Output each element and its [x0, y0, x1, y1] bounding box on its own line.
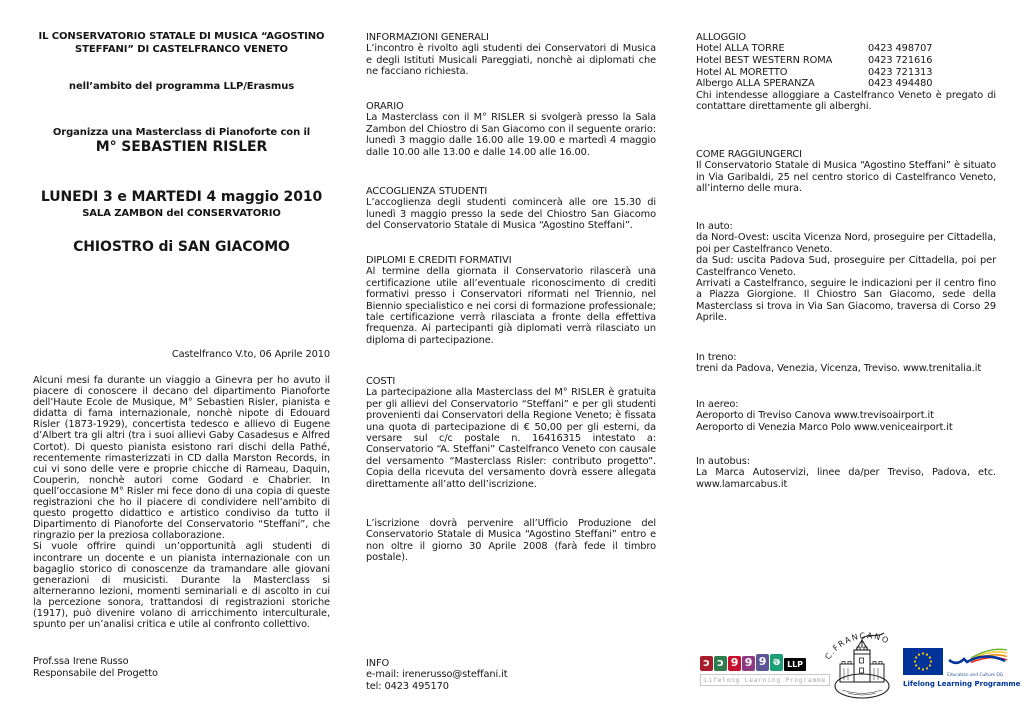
section-title: COME RAGGIUNGERCI: [696, 149, 802, 160]
hotel-row: [696, 67, 996, 79]
dates-line: LUNEDI 3 e MARTEDI 4 maggio 2010: [40, 189, 323, 205]
program-subtitle: nell’ambito del programma LLP/Erasmus: [68, 81, 295, 92]
llp-tile-icon: 9: [728, 656, 741, 671]
section-title: COSTI: [366, 376, 396, 387]
transport-aereo: [696, 399, 996, 433]
hotel-phone: 0423 494480: [868, 78, 933, 90]
section-body: La partecipazione alla Masterclass del M° RISLER è gratuita per gli allievi del Conservatorio “Steffani” e per gli studenti provenienti dai Conservatori della Regione Veneto; è fissata una quota di partecipazione di € 50,00 per gli esterni, da versare sul c/c postale n. 16416315 intestato a: Conservatorio “A. Steffani” Castelfranco Veneto con causale del versamento “Masterclass Risler: contributo progetto”. Copia della ricevuta del versamento dovrà essere allegata direttamente all’atto dell’iscrizione.: [366, 387, 656, 490]
llp-tile-icon: 9: [742, 656, 755, 671]
hotel-row: [696, 55, 996, 67]
transport-paragraph: La Marca Autoservizi, linee da/per Treviso, Padova, etc. www.lamarcabus.it: [696, 467, 996, 490]
transport-treno: [696, 352, 996, 375]
transport-paragraph: Aeroporto di Treviso Canova www.trevisoairport.it: [696, 410, 934, 422]
transport-paragraph: da Nord-Ovest: uscita Vicenza Nord, proseguire per Cittadella, poi per Castelfranco Veneto.: [696, 232, 996, 255]
intro-paragraph-1: Alcuni mesi fa durante un viaggio a Ginevra per ho avuto il piacere di conoscere il decano del dipartimento Pianoforte dell’Haute Ecole de Musique, M° Sebastien Risler, pianista e didatta di fama internazionale, nonchè nipote di Edouard Risler (1873-1929), concertista tedesco e allievo di Eugene d’Albert tra gli altri (tra i suoi allievi Gaby Casadesus e Alfred Cortot). Di questo pianista esistono rari dischi della Pathé, recentemente rimasterizzati in CD dalla Marston Records, in cui vi sono delle vere e proprie chicche di Rameau, Daquin, Couperin, nonchè autori come Godard e Chabrier. In quell’occasione M° Risler mi fece dono di una copia di queste registrazioni che ho il piacere di condividere nell’ambito di questo progetto didattico e artistico condiviso da tutto il Dipartimento di Pianoforte del Conservatorio “Steffani”, che ringrazio per la preziosa collaborazione.: [33, 375, 330, 542]
intro-paragraph-2: Si vuole offrire quindi un’opportunità agli studenti di incontrare un docente e un pianista internazionale con un bagaglio storico di conoscenze da tramandare alle giovani generazioni di musicisti. Durante la Masterclass si alterneranno lezioni, momenti seminariali e di ascolto in cui la percezione sonora, trattandosi di registrazioni storiche (1917), può divenire volano di arricchimento interculturale, spunto per un’analisi critica e utile al confronto collettivo.: [33, 541, 330, 631]
dateplace-line: Castelfranco V.to, 06 Aprile 2010: [171, 349, 330, 360]
llp-label: LLP: [784, 658, 806, 671]
transport-title: In aereo:: [696, 399, 739, 410]
transport-paragraph: Aeroporto di Venezia Marco Polo www.veniceairport.it: [696, 421, 953, 433]
section-title: ALLOGGIO: [696, 32, 746, 43]
eu-dg-text: Education and Culture DG: [947, 673, 1004, 678]
organizes-line: Organizza una Masterclass di Pianoforte con il: [52, 127, 311, 138]
info-tel: tel: 0423 495170: [366, 680, 449, 692]
info-email: e-mail: irenerusso@steffani.it: [366, 669, 508, 681]
section-diplomi: [366, 255, 656, 346]
info-title: INFO: [366, 658, 390, 669]
signature-block: [33, 656, 330, 680]
alloggio-note: Chi intendesse alloggiare a Castelfranco Veneto è pregato di contattare direttamente gli alberghi.: [696, 89, 996, 113]
section-title: DIPLOMI E CREDITI FORMATIVI: [366, 255, 512, 266]
section-body: L’incontro è rivolto agli studenti dei Conservatori di Musica e degli Istituti Musicali Pareggiati, nonchè ai diplomati che ne facciano richiesta.: [366, 43, 656, 78]
section-orario: [366, 101, 656, 158]
right-column: [696, 0, 996, 724]
hotel-name: Hotel ALLA TORRE: [696, 43, 785, 55]
signature-role: Responsabile del Progetto: [33, 668, 158, 679]
maestro-name: M° SEBASTIEN RISLER: [95, 139, 268, 155]
llp-tile-icon: ə: [770, 654, 783, 671]
section-costi: [366, 376, 656, 490]
section-title: ORARIO: [366, 101, 404, 112]
document-title-line1: IL CONSERVATORIO STATALE DI MUSICA “AGOSTINO: [38, 31, 325, 42]
transport-paragraph: da Sud: uscita Padova Sud, proseguire per Cittadella, poi per Castelfranco Veneto.: [696, 255, 996, 278]
section-title: ACCOGLIENZA STUDENTI: [366, 186, 488, 197]
section-body: Il Conservatorio Statale di Musica “Agostino Steffani” è situato in Via Garibaldi, 25 nel centro storico di Castelfranco Veneto, all’interno delle mura.: [696, 160, 996, 195]
transport-paragraph: treni da Padova, Venezia, Vicenza, Treviso. www.trenitalia.it: [696, 363, 982, 375]
section-body: La Masterclass con il M° RISLER si svolgerà presso la Sala Zambon del Chiostro di San Giacomo con il seguente orario: lunedì 3 maggio dalle 16.00 alle 19.00 e martedì 4 maggio dalle 10.00 alle 13.00 e dalle 14.00 alle 16.00.: [366, 112, 656, 158]
hotel-name: Albergo ALLA SPERANZA: [696, 78, 815, 90]
section-body: Al termine della giornata il Conservatorio rilascerà una certificazione utile all’eventuale riconoscimento di crediti formativi presso i Conservatori riformati nel Triennio, nel Biennio specialistico e nei corsi di formazione professionale; tale certificazione verrà rilasciata a fronte della effettiva frequenza. Ai partecipanti già diplomati verrà rilasciato un diploma di partecipazione.: [366, 266, 656, 346]
hotel-name: Hotel BEST WESTERN ROMA: [696, 55, 833, 66]
masterclass-heading: [33, 126, 330, 157]
section-informazioni: [366, 32, 656, 78]
section-alloggio: [696, 32, 996, 113]
signature-name: Prof.ssa Irene Russo: [33, 656, 129, 667]
llp-logo-tiles: [700, 654, 830, 671]
left-column: [33, 0, 330, 724]
document-title-line2: STEFFANI” DI CASTELFRANCO VENETO: [75, 44, 288, 55]
dates-heading: [33, 189, 330, 220]
transport-auto: [696, 221, 996, 324]
llp-caption: Lifelong Learning Programme: [700, 674, 830, 686]
llp-tile-icon: ɔ: [714, 656, 727, 671]
hotel-name: Hotel AL MORETTO: [696, 66, 788, 78]
hall-line: SALA ZAMBON del CONSERVATORIO: [82, 207, 281, 219]
eu-llp-logo: [903, 648, 1020, 688]
transport-autobus: [696, 456, 996, 490]
hotel-phone: 0423 721616: [868, 55, 933, 66]
eu-swoosh-bird-icon: [947, 648, 1009, 670]
venue-title: CHIOSTRO di SAN GIACOMO: [73, 239, 290, 255]
castle-arc-text: C.FRANCANO: [823, 631, 892, 662]
eu-llp-caption: Lifelong Learning Programme: [903, 680, 1021, 688]
section-body: L’accoglienza degli studenti comincerà alle ore 15.30 di lunedì 3 maggio presso la sede del Chiostro San Giacomo del Conservatorio Statale di Musica “Agostino Steffani”.: [366, 197, 656, 232]
iscrizione-paragraph: L’iscrizione dovrà pervenire all’Ufficio Produzione del Conservatorio Statale di Musica “Agostino Steffani” entro e non oltre il giorno 30 Aprile 2008 (farà fede il timbro postale).: [366, 518, 656, 564]
llp-tile-icon: ɔ: [700, 656, 713, 671]
transport-title: In treno:: [696, 352, 737, 363]
hotel-row: [696, 43, 996, 55]
intro-text: [33, 375, 330, 630]
info-block: [366, 658, 656, 692]
section-accoglienza: [366, 186, 656, 232]
section-come-raggiungerci: [696, 149, 996, 195]
eu-flag-icon: [903, 648, 943, 675]
llp-logo: [700, 654, 830, 686]
transport-title: In autobus:: [696, 456, 750, 467]
hotel-phone: 0423 721313: [868, 66, 933, 78]
transport-paragraph: Arrivati a Castelfranco, seguire le indicazioni per il centro fino a Piazza Giorgione. Il Chiostro San Giacomo, sede della Masterclass si trova in Via San Giacomo, traversa di Corso 29 Aprile.: [696, 278, 996, 324]
section-title: INFORMAZIONI GENERALI: [366, 32, 489, 43]
llp-tile-icon: 9: [756, 654, 769, 671]
hotel-phone: 0423 498707: [868, 43, 933, 55]
castelfranco-castle-logo: [822, 626, 902, 704]
hotel-row: [696, 78, 996, 90]
document-title: [33, 30, 330, 56]
middle-column: [366, 0, 656, 724]
transport-title: In auto:: [696, 221, 733, 232]
